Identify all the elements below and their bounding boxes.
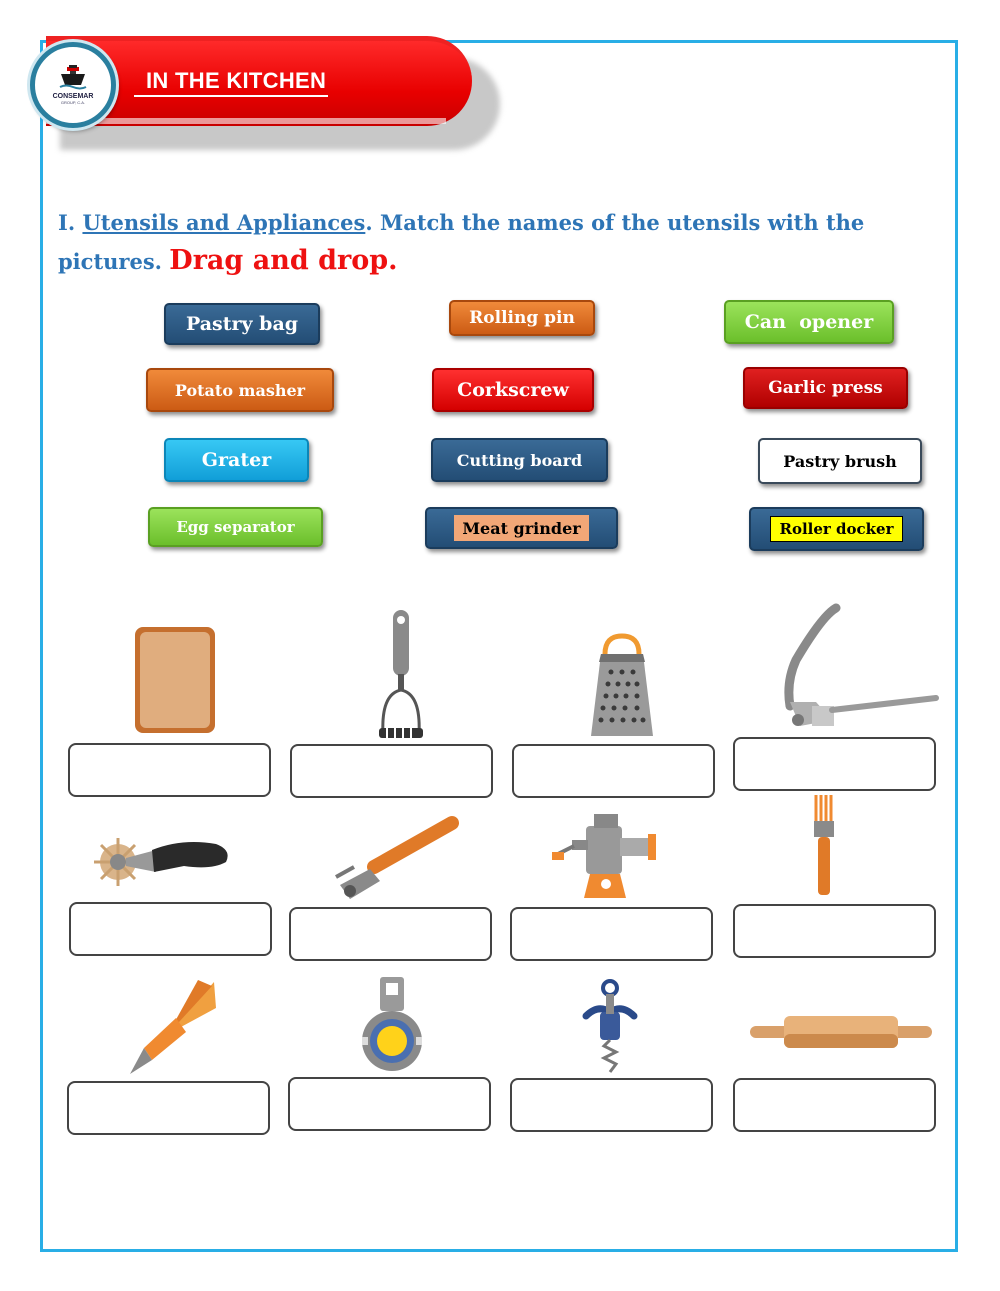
chip-rolling-pin[interactable]: Rolling pin [449, 300, 595, 336]
drop-box-2[interactable] [290, 744, 493, 798]
drop-box-11[interactable] [510, 1078, 713, 1132]
rolling-pin-icon [748, 1012, 934, 1052]
logo-subtext: GROUP, C.A. [60, 100, 86, 105]
egg-separator-icon [360, 975, 424, 1073]
drop-box-10[interactable] [288, 1077, 491, 1131]
chip-egg-separator[interactable]: Egg separator [148, 507, 323, 547]
banner-stripe [46, 118, 446, 124]
drag-and-drop-label: Drag and drop. [169, 245, 398, 276]
chip-meat-grinder-label: Meat grinder [454, 515, 588, 541]
drop-box-6[interactable] [289, 907, 492, 961]
ship-icon [58, 65, 88, 91]
grater-icon [587, 632, 657, 738]
cutting-board-icon [133, 625, 217, 735]
chip-pastry-brush[interactable]: Pastry brush [758, 438, 922, 484]
drop-box-9[interactable] [67, 1081, 270, 1135]
drop-box-4[interactable] [733, 737, 936, 791]
chip-roller-docker[interactable] [749, 507, 924, 551]
chip-corkscrew[interactable]: Corkscrew [432, 368, 594, 412]
drop-box-1[interactable] [68, 743, 271, 797]
meat-grinder-icon [550, 812, 658, 902]
drop-box-3[interactable] [512, 744, 715, 798]
instructions-prefix: I. [58, 210, 83, 235]
can-opener-icon [334, 815, 460, 903]
potato-masher-icon [377, 608, 425, 740]
page-title: IN THE KITCHEN [134, 68, 328, 97]
chip-grater[interactable]: Grater [164, 438, 309, 482]
chip-can-opener[interactable]: Can opener [724, 300, 894, 344]
drop-box-8[interactable] [733, 904, 936, 958]
pastry-brush-icon [810, 793, 838, 897]
logo-text: CONSEMAR [52, 93, 94, 100]
chip-pastry-bag[interactable]: Pastry bag [164, 303, 320, 345]
drop-box-5[interactable] [69, 902, 272, 956]
chip-garlic-press[interactable]: Garlic press [743, 367, 908, 409]
instructions [58, 204, 938, 281]
chip-cutting-board[interactable]: Cutting board [431, 438, 608, 482]
drop-box-12[interactable] [733, 1078, 936, 1132]
chip-roller-docker-label: Roller docker [770, 516, 902, 542]
corkscrew-icon [582, 978, 638, 1076]
chip-meat-grinder[interactable] [425, 507, 618, 549]
roller-docker-icon [92, 830, 230, 892]
instructions-text: . Match the names of the utensils with the pictures. [58, 210, 865, 274]
garlic-press-icon [776, 602, 940, 734]
section-heading: Utensils and Appliances [82, 210, 366, 235]
pastry-bag-icon [124, 978, 218, 1076]
drop-box-7[interactable] [510, 907, 713, 961]
logo [30, 42, 116, 128]
chip-potato-masher[interactable]: Potato masher [146, 368, 334, 412]
